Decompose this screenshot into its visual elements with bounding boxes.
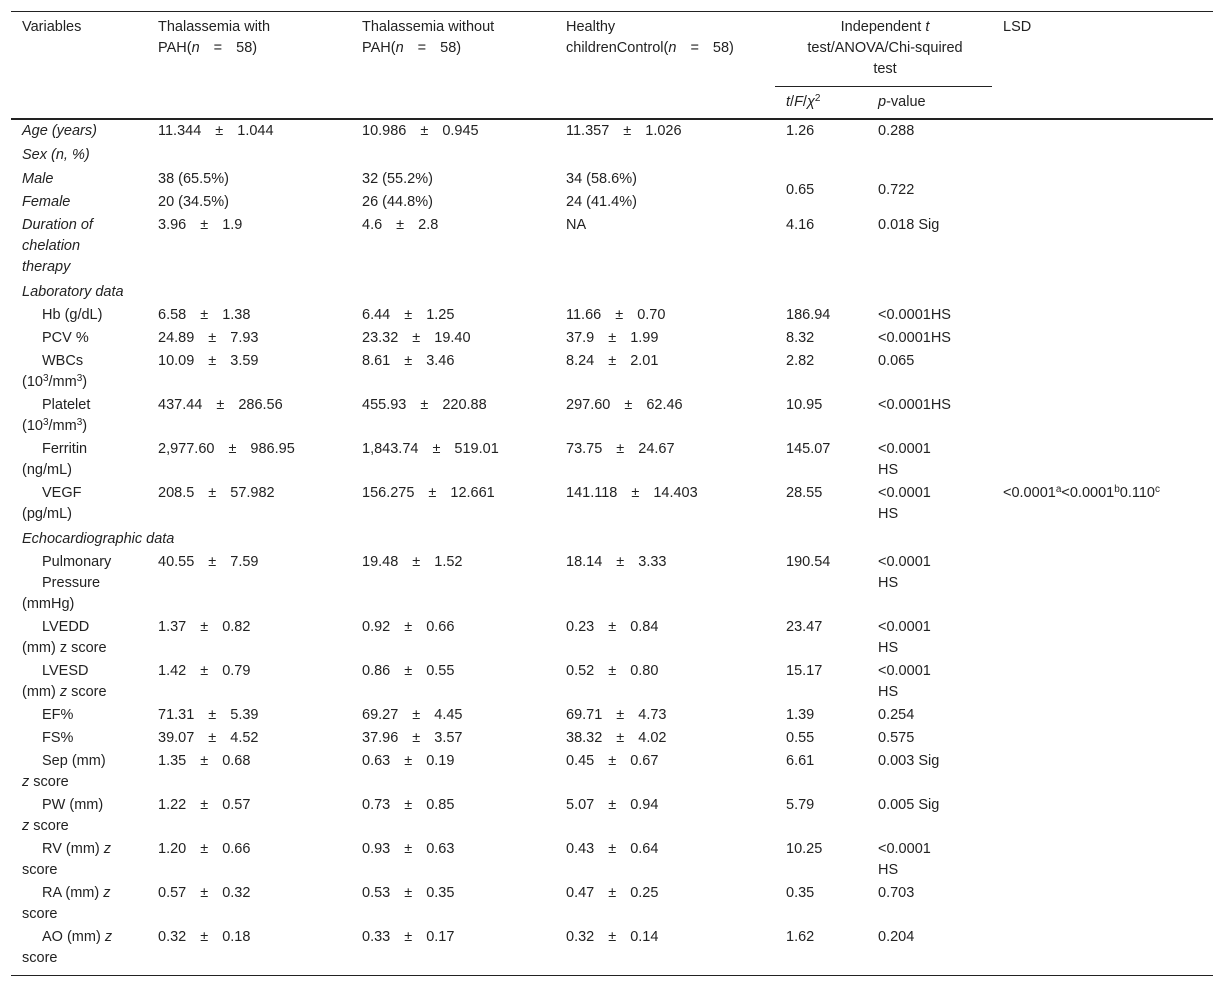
pw-unit: z score <box>22 818 69 834</box>
plus-minus-sign: ± <box>216 397 225 413</box>
plus-minus-sign: ± <box>412 554 421 570</box>
row-sex-label: Sex (n, %) <box>22 147 90 163</box>
plus-minus-sign: ± <box>631 485 640 501</box>
plus-minus-sign: ± <box>200 753 209 769</box>
plus-minus-sign: ± <box>404 353 413 369</box>
plus-minus-sign: ± <box>208 353 217 369</box>
plus-minus-sign: ± <box>404 885 413 901</box>
plus-minus-sign: ± <box>215 123 224 139</box>
section-echocardiographic: Echocardiographic data <box>22 531 175 547</box>
plus-minus-sign: ± <box>200 217 209 233</box>
plus-minus-sign: ± <box>200 619 209 635</box>
plus-minus-sign: ± <box>616 554 625 570</box>
plus-minus-sign: ± <box>404 753 413 769</box>
section-laboratory: Laboratory data <box>22 284 124 300</box>
plus-minus-sign: ± <box>432 441 441 457</box>
plus-minus-sign: ± <box>404 841 413 857</box>
plus-minus-sign: ± <box>200 797 209 813</box>
plus-minus-sign: ± <box>200 885 209 901</box>
plus-minus-sign: ± <box>616 730 625 746</box>
sep-unit: z score <box>22 774 69 790</box>
header-group3-line1: Healthy <box>566 19 616 35</box>
plus-minus-sign: ± <box>228 441 237 457</box>
platelet-unit: $(10^3/mm^3)$ <box>22 417 88 434</box>
plus-minus-sign: ± <box>208 330 217 346</box>
table-top-rule <box>11 11 1213 12</box>
plus-minus-sign: ± <box>608 353 617 369</box>
rv-label: RV (mm) z <box>42 841 112 857</box>
plus-minus-sign: ± <box>404 619 413 635</box>
plus-minus-sign: ± <box>623 123 632 139</box>
plus-minus-sign: ± <box>428 485 437 501</box>
plus-minus-sign: ± <box>608 929 617 945</box>
header-group1-line2: PAH(n = 58) <box>158 40 258 56</box>
header-bottom-rule <box>11 118 1213 120</box>
plus-minus-sign: ± <box>608 753 617 769</box>
header-lsd: LSD <box>1003 19 1032 35</box>
header-group2-line2: PAH(n = 58) <box>362 40 462 56</box>
vegf-lsd: <0.0001$^a$<0.0001$^b$0.110$^c$ <box>1003 484 1160 501</box>
ra-label: RA (mm) z <box>42 885 111 901</box>
plus-minus-sign: ± <box>412 330 421 346</box>
plus-minus-sign: ± <box>608 885 617 901</box>
plus-minus-sign: ± <box>608 841 617 857</box>
plus-minus-sign: ± <box>608 619 617 635</box>
header-variables: Variables <box>22 19 82 35</box>
plus-minus-sign: ± <box>200 929 209 945</box>
plus-minus-sign: ± <box>200 663 209 679</box>
plus-minus-sign: ± <box>608 663 617 679</box>
plus-minus-sign: ± <box>608 330 617 346</box>
plus-minus-sign: ± <box>420 397 429 413</box>
lvesd-unit: (mm) z score <box>22 684 107 700</box>
table-bottom-rule <box>11 975 1213 976</box>
plus-minus-sign: ± <box>404 929 413 945</box>
header-test-line3: test <box>873 61 897 77</box>
plus-minus-sign: ± <box>200 841 209 857</box>
plus-minus-sign: ± <box>200 307 209 323</box>
plus-minus-sign: ± <box>412 730 421 746</box>
plus-minus-sign: ± <box>404 663 413 679</box>
plus-minus-sign: ± <box>208 485 217 501</box>
plus-minus-sign: ± <box>420 123 429 139</box>
plus-minus-sign: ± <box>615 307 624 323</box>
header-group3-line2: childrenControl(n = 58) <box>566 40 734 56</box>
plus-minus-sign: ± <box>616 441 625 457</box>
plus-minus-sign: ± <box>412 707 421 723</box>
sex-pvalue: 0.722 <box>878 182 915 198</box>
header-group1-line1: Thalassemia with <box>158 19 271 35</box>
plus-minus-sign: ± <box>608 797 617 813</box>
plus-minus-sign: ± <box>404 307 413 323</box>
header-test-line2: test/ANOVA/Chi-squired <box>807 40 963 56</box>
plus-minus-sign: ± <box>208 707 217 723</box>
plus-minus-sign: ± <box>404 797 413 813</box>
plus-minus-sign: ± <box>624 397 633 413</box>
header-test-line1: Independent t <box>840 19 930 35</box>
test-subheader-rule <box>775 86 992 87</box>
header-stat: $t/F/\chi^2$ <box>786 93 821 110</box>
sex-stat: 0.65 <box>786 182 815 198</box>
header-group2-line1: Thalassemia without <box>362 19 495 35</box>
ao-label: AO (mm) z <box>42 929 113 945</box>
plus-minus-sign: ± <box>396 217 405 233</box>
plus-minus-sign: ± <box>616 707 625 723</box>
header-pvalue: p-value <box>878 94 926 110</box>
plus-minus-sign: ± <box>208 730 217 746</box>
plus-minus-sign: ± <box>208 554 217 570</box>
wbc-unit: $(10^3/mm^3)$ <box>22 373 88 390</box>
